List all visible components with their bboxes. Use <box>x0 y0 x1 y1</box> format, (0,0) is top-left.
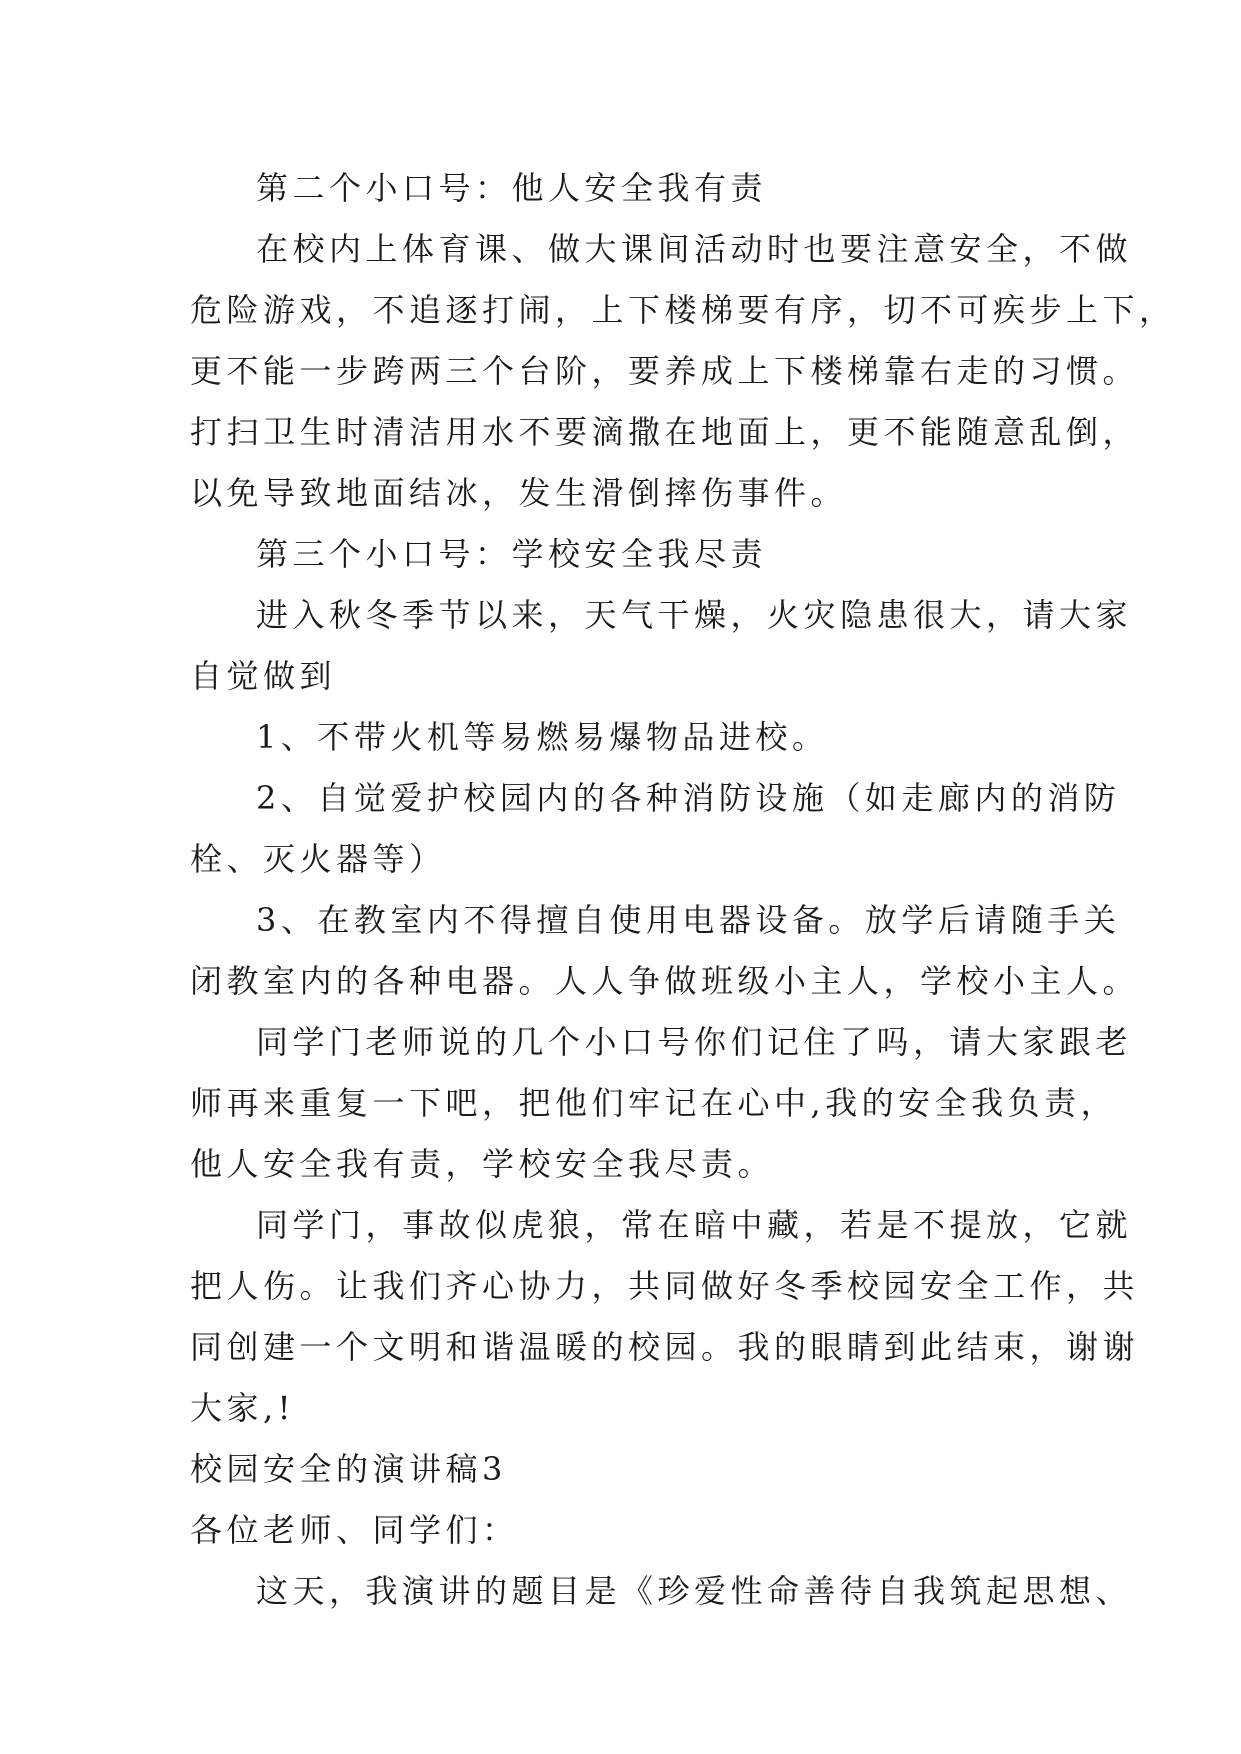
paragraph-line: 第三个小口号：学校安全我尽责 <box>256 535 768 573</box>
paragraph-line: 大家,! <box>190 1389 296 1427</box>
list-item-line: 栓、灭火器等） <box>190 840 446 878</box>
salutation-line: 各位老师、同学们： <box>190 1511 519 1549</box>
paragraph-line: 进入秋冬季节以来，天气干燥，火灾隐患很大，请大家 <box>256 596 1133 634</box>
list-item-line: 闭教室内的各种电器。人人争做班级小主人，学校小主人。 <box>190 962 1140 1000</box>
paragraph-line: 打扫卫生时清洁用水不要滴撒在地面上，更不能随意乱倒， <box>190 413 1140 451</box>
paragraph-line: 自觉做到 <box>190 657 337 695</box>
paragraph-line: 危险游戏，不追逐打闹，上下楼梯要有序，切不可疾步上下， <box>190 291 1176 329</box>
paragraph-line: 以免导致地面结冰，发生滑倒摔伤事件。 <box>190 474 848 512</box>
list-item-line: 2、自觉爱护校园内的各种消防设施（如走廊内的消防 <box>256 779 1121 817</box>
section-heading: 校园安全的演讲稿3 <box>190 1450 507 1488</box>
paragraph-line: 这天，我演讲的题目是《珍爱性命善待自我筑起思想、 <box>256 1572 1133 1610</box>
list-item-line: 3、在教室内不得擅自使用电器设备。放学后请随手关 <box>256 901 1121 939</box>
paragraph-line: 师再来重复一下吧，把他们牢记在心中,我的安全我负责， <box>190 1084 1118 1122</box>
paragraph-line: 同学门老师说的几个小口号你们记住了吗，请大家跟老 <box>256 1023 1133 1061</box>
list-item-line: 1、不带火机等易燃易爆物品进校。 <box>256 718 829 756</box>
paragraph-line: 更不能一步跨两三个台阶，要养成上下楼梯靠右走的习惯。 <box>190 352 1140 390</box>
paragraph-line: 在校内上体育课、做大课间活动时也要注意安全，不做 <box>256 230 1133 268</box>
paragraph-line: 第二个小口号：他人安全我有责 <box>256 169 768 207</box>
paragraph-line: 把人伤。让我们齐心协力，共同做好冬季校园安全工作，共 <box>190 1267 1140 1305</box>
paragraph-line: 同创建一个文明和谐温暖的校园。我的眼睛到此结束，谢谢 <box>190 1328 1140 1366</box>
document-body <box>190 158 1176 1622</box>
paragraph-line: 他人安全我有责，学校安全我尽责。 <box>190 1145 775 1183</box>
paragraph-line: 同学门，事故似虎狼，常在暗中藏，若是不提放，它就 <box>256 1206 1133 1244</box>
